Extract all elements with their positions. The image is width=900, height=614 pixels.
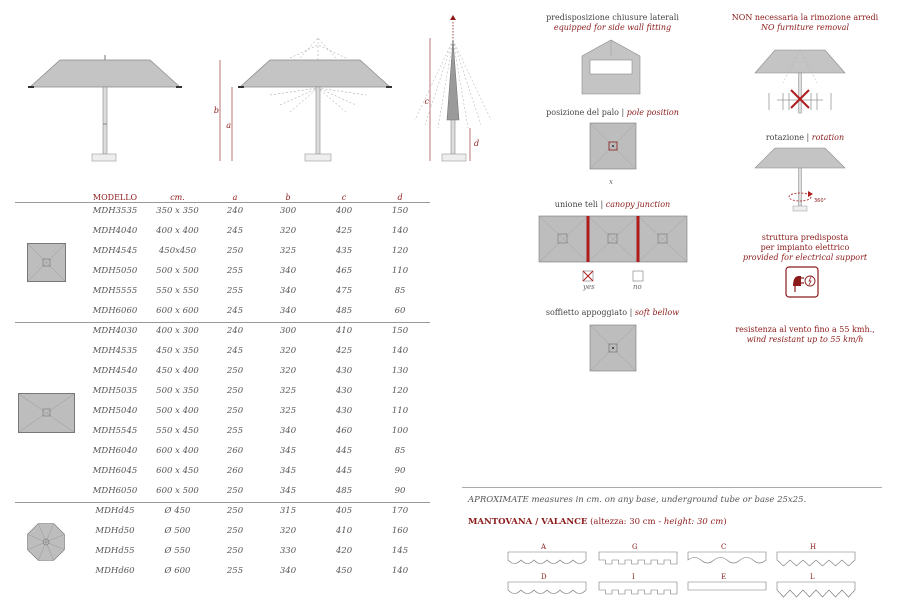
table-cell: 340 xyxy=(279,426,297,436)
table-cell: 345 xyxy=(279,446,297,456)
header-c: c xyxy=(341,193,347,202)
table-cell: MDHd45 xyxy=(95,506,135,516)
valance-label: E xyxy=(721,573,727,581)
label-no: no xyxy=(633,283,642,291)
table-cell: 330 xyxy=(279,546,297,556)
table-cell: 325 xyxy=(279,406,297,416)
table-row xyxy=(15,342,430,362)
table-cell: 325 xyxy=(279,386,297,396)
valance-title-bold: MANTOVANA / VALANCE xyxy=(468,517,588,527)
table-cell: 255 xyxy=(226,286,244,296)
table-cell: MDH5040 xyxy=(92,406,138,416)
table-cell: MDHd60 xyxy=(95,566,135,576)
table-row xyxy=(15,222,430,242)
table-cell: 240 xyxy=(226,326,244,336)
spec-table xyxy=(15,190,430,610)
table-cell: 450 xyxy=(335,566,353,576)
table-cell: 425 xyxy=(335,226,353,236)
feature-electric-en: provided for electrical support xyxy=(742,253,868,262)
rectangle-canopy-icon xyxy=(18,393,75,433)
table-cell: Ø 500 xyxy=(164,526,191,536)
umbrella-tilt-diagram xyxy=(238,38,392,161)
valance-label: D xyxy=(541,573,547,581)
feature-side-wall-it: predisposizione chiusure laterali xyxy=(546,13,679,22)
valance-shape xyxy=(688,552,766,563)
dim-label-a: a xyxy=(226,121,231,130)
features-panel xyxy=(510,0,900,470)
table-cell: Ø 600 xyxy=(164,566,191,576)
table-cell: 250 xyxy=(226,406,244,416)
table-cell: 425 xyxy=(335,346,353,356)
table-cell: 485 xyxy=(335,306,353,316)
table-cell: 250 xyxy=(226,386,244,396)
valance-label: A xyxy=(541,543,547,551)
table-cell: 110 xyxy=(391,406,409,416)
valance-label: L xyxy=(810,573,815,581)
table-cell: MDH4030 xyxy=(92,326,138,336)
table-cell: 110 xyxy=(391,266,409,276)
table-cell: 445 xyxy=(335,466,353,476)
table-cell: 320 xyxy=(279,366,297,376)
valance-title xyxy=(468,517,888,527)
valance-title-close: ) xyxy=(723,517,727,527)
table-cell: 300 xyxy=(279,326,297,336)
table-row xyxy=(15,202,430,222)
feature-electric xyxy=(720,233,890,263)
dim-label-c: c xyxy=(424,97,429,106)
table-cell: 450 x 350 xyxy=(156,346,199,356)
table-row xyxy=(15,442,430,462)
checkbox-yes-icon xyxy=(582,270,594,282)
valance-label: H xyxy=(810,543,817,551)
table-row xyxy=(15,282,430,302)
table-cell: MDHd55 xyxy=(95,546,135,556)
table-cell: 245 xyxy=(226,226,244,236)
label-yes: yes xyxy=(583,283,595,291)
table-row xyxy=(15,522,430,542)
header-model: MODELLO xyxy=(92,193,138,202)
header-b: b xyxy=(285,193,291,202)
table-cell: Ø 550 xyxy=(164,546,191,556)
table-cell: Ø 450 xyxy=(164,506,191,516)
table-cell: 445 xyxy=(335,446,353,456)
table-cell: 150 xyxy=(391,326,409,336)
umbrella-diagrams xyxy=(0,0,500,190)
table-cell: 320 xyxy=(279,526,297,536)
table-cell: MDH5555 xyxy=(92,286,138,296)
table-cell: 350 x 350 xyxy=(156,206,199,216)
table-cell: 345 xyxy=(279,486,297,496)
valance-shape xyxy=(508,582,586,594)
table-row xyxy=(15,302,430,322)
table-cell: 120 xyxy=(391,386,409,396)
feature-no-removal xyxy=(720,13,890,33)
table-cell: MDH6045 xyxy=(92,466,138,476)
dim-label-d: d xyxy=(474,139,480,148)
rotation-icon xyxy=(753,145,848,215)
valance-shape xyxy=(508,552,586,564)
table-cell: 550 x 550 xyxy=(156,286,199,296)
table-cell: 260 xyxy=(226,466,244,476)
table-row xyxy=(15,382,430,402)
notes-section xyxy=(468,495,888,527)
table-cell: 85 xyxy=(394,446,406,456)
table-cell: 85 xyxy=(394,286,406,296)
table-cell: 550 x 450 xyxy=(156,426,199,436)
table-cell: 140 xyxy=(391,226,409,236)
feature-side-wall xyxy=(540,13,685,33)
header-size: cm. xyxy=(170,193,185,202)
table-row xyxy=(15,362,430,382)
feature-wind-en: wind resistant up to 55 km/h xyxy=(746,335,864,344)
valance-title-rest: (altezza: 30 cm - xyxy=(587,517,664,527)
feature-pole-position-it: posizione del palo xyxy=(546,108,619,117)
valance-label: C xyxy=(721,543,727,551)
table-cell: MDH6050 xyxy=(92,486,138,496)
table-cell: MDH4545 xyxy=(92,246,138,256)
valance-shape xyxy=(688,582,766,590)
feature-electric-it2: per impianto elettrico xyxy=(760,243,850,252)
rotation-angle: 360° xyxy=(814,198,827,204)
checkbox-no-icon xyxy=(632,270,644,282)
table-cell: MDHd50 xyxy=(95,526,135,536)
table-cell: 600 x 400 xyxy=(156,446,199,456)
table-row xyxy=(15,422,430,442)
table-cell: MDH4040 xyxy=(92,226,138,236)
feature-side-wall-en: equipped for side wall fitting xyxy=(553,23,672,32)
pole-position-mark: x xyxy=(609,178,613,186)
feature-wind xyxy=(720,325,890,345)
dim-label-b: b xyxy=(213,106,219,115)
table-cell: 420 xyxy=(335,546,353,556)
table-row xyxy=(15,402,430,422)
table-cell: 250 xyxy=(226,526,244,536)
header-a: a xyxy=(232,193,238,202)
table-cell: 250 xyxy=(226,486,244,496)
electric-plug-icon xyxy=(785,266,819,298)
valance-title-en: height: 30 cm xyxy=(663,517,724,527)
table-cell: 90 xyxy=(394,466,406,476)
table-cell: MDH6040 xyxy=(92,446,138,456)
table-row xyxy=(15,482,430,502)
side-wall-icon xyxy=(580,38,642,96)
table-cell: 250 xyxy=(226,506,244,516)
table-cell: MDH4540 xyxy=(92,366,138,376)
table-cell: 430 xyxy=(335,386,353,396)
table-cell: 500 x 500 xyxy=(156,266,199,276)
table-cell: 500 x 350 xyxy=(156,386,199,396)
table-cell: 120 xyxy=(391,246,409,256)
table-cell: 340 xyxy=(279,306,297,316)
feature-soft-bellow-it: soffietto appoggiato xyxy=(545,308,628,317)
table-row xyxy=(15,542,430,562)
valance-types-diagram xyxy=(505,538,885,614)
valance-shape xyxy=(599,582,677,594)
table-cell: MDH3535 xyxy=(92,206,138,216)
table-cell: 250 xyxy=(226,246,244,256)
table-row xyxy=(15,322,430,342)
feature-rotation: rotazione | rotation xyxy=(765,133,845,142)
table-cell: 340 xyxy=(279,566,297,576)
table-cell: 145 xyxy=(391,546,409,556)
table-cell: 400 x 300 xyxy=(156,326,199,336)
table-cell: 430 xyxy=(335,366,353,376)
table-cell: MDH5050 xyxy=(92,266,138,276)
feature-electric-it1: struttura predisposta xyxy=(761,233,849,242)
table-cell: 410 xyxy=(335,526,353,536)
table-cell: MDH6060 xyxy=(92,306,138,316)
feature-canopy-junction-it: unione teli xyxy=(554,200,598,209)
table-cell: 160 xyxy=(391,526,409,536)
feature-wind-it: resistenza al vento fino a 55 kmh., xyxy=(735,325,875,334)
table-cell: 600 x 600 xyxy=(156,306,199,316)
table-cell: 245 xyxy=(226,306,244,316)
table-cell: 435 xyxy=(335,246,353,256)
table-row xyxy=(15,242,430,262)
table-cell: 90 xyxy=(394,486,406,496)
table-cell: 340 xyxy=(279,286,297,296)
table-cell: 315 xyxy=(279,506,297,516)
table-cell: 60 xyxy=(394,306,406,316)
table-cell: 410 xyxy=(335,326,353,336)
valance-label: G xyxy=(632,543,638,551)
feature-canopy-junction-en: canopy junction xyxy=(605,200,671,209)
table-cell: MDH5545 xyxy=(92,426,138,436)
table-cell: 170 xyxy=(391,506,409,516)
table-cell: 430 xyxy=(335,406,353,416)
feature-pole-position: posizione del palo | pole position xyxy=(546,108,679,117)
table-cell: 255 xyxy=(226,426,244,436)
table-cell: 140 xyxy=(391,566,409,576)
table-cell: 500 x 400 xyxy=(156,406,199,416)
table-cell: 460 xyxy=(335,426,353,436)
feature-rotation-en: rotation xyxy=(811,133,845,142)
table-row xyxy=(15,562,430,582)
table-cell: 130 xyxy=(391,366,409,376)
table-cell: 150 xyxy=(391,206,409,216)
valance-shape xyxy=(599,552,677,564)
table-cell: 320 xyxy=(279,346,297,356)
approx-note: APROXIMATE measures in cm. on any base, underground tube or base 25x25. xyxy=(468,495,807,505)
table-cell: MDH4535 xyxy=(92,346,138,356)
valance-shape xyxy=(777,552,855,566)
umbrella-closed-diagram xyxy=(415,15,491,161)
table-cell: 450x450 xyxy=(158,246,197,256)
notes-divider xyxy=(462,487,882,488)
feature-soft-bellow: soffietto appoggiato | soft bellow xyxy=(545,308,680,317)
table-row xyxy=(15,462,430,482)
pole-position-icon xyxy=(589,122,637,170)
table-cell: 450 x 400 xyxy=(156,366,199,376)
table-cell: 600 x 450 xyxy=(156,466,199,476)
soft-bellow-icon xyxy=(589,324,637,372)
feature-no-removal-en: NO furniture removal xyxy=(760,23,850,32)
table-cell: 255 xyxy=(226,566,244,576)
table-cell: 475 xyxy=(335,286,353,296)
table-cell: 345 xyxy=(279,466,297,476)
table-row xyxy=(15,262,430,282)
feature-rotation-it: rotazione xyxy=(765,133,804,142)
table-cell: 465 xyxy=(335,266,353,276)
canopy-junction-icon xyxy=(538,215,688,263)
table-cell: 325 xyxy=(279,246,297,256)
valance-label: I xyxy=(632,573,635,581)
table-cell: 140 xyxy=(391,346,409,356)
table-row xyxy=(15,502,430,522)
table-cell: 250 xyxy=(226,546,244,556)
no-removal-icon xyxy=(753,38,848,118)
table-cell: 255 xyxy=(226,266,244,276)
valance-shape xyxy=(777,582,855,597)
feature-soft-bellow-en: soft bellow xyxy=(634,308,680,317)
table-cell: 245 xyxy=(226,346,244,356)
table-cell: 340 xyxy=(279,266,297,276)
header-d: d xyxy=(397,193,403,202)
table-cell: 320 xyxy=(279,226,297,236)
table-cell: 400 xyxy=(335,206,353,216)
table-cell: 260 xyxy=(226,446,244,456)
table-cell: 485 xyxy=(335,486,353,496)
table-cell: 400 x 400 xyxy=(156,226,199,236)
table-cell: 100 xyxy=(391,426,409,436)
feature-no-removal-it: NON necessaria la rimozione arredi xyxy=(731,13,879,22)
table-cell: 240 xyxy=(226,206,244,216)
umbrella-open-diagram xyxy=(28,55,182,161)
feature-pole-position-en: pole position xyxy=(626,108,679,117)
table-cell: 600 x 500 xyxy=(156,486,199,496)
feature-canopy-junction: unione teli | canopy junction xyxy=(554,200,671,209)
table-cell: 300 xyxy=(279,206,297,216)
square-canopy-icon xyxy=(27,243,66,282)
table-cell: MDH5035 xyxy=(92,386,138,396)
octagon-canopy-icon xyxy=(25,521,67,567)
table-cell: 405 xyxy=(335,506,353,516)
table-cell: 250 xyxy=(226,366,244,376)
